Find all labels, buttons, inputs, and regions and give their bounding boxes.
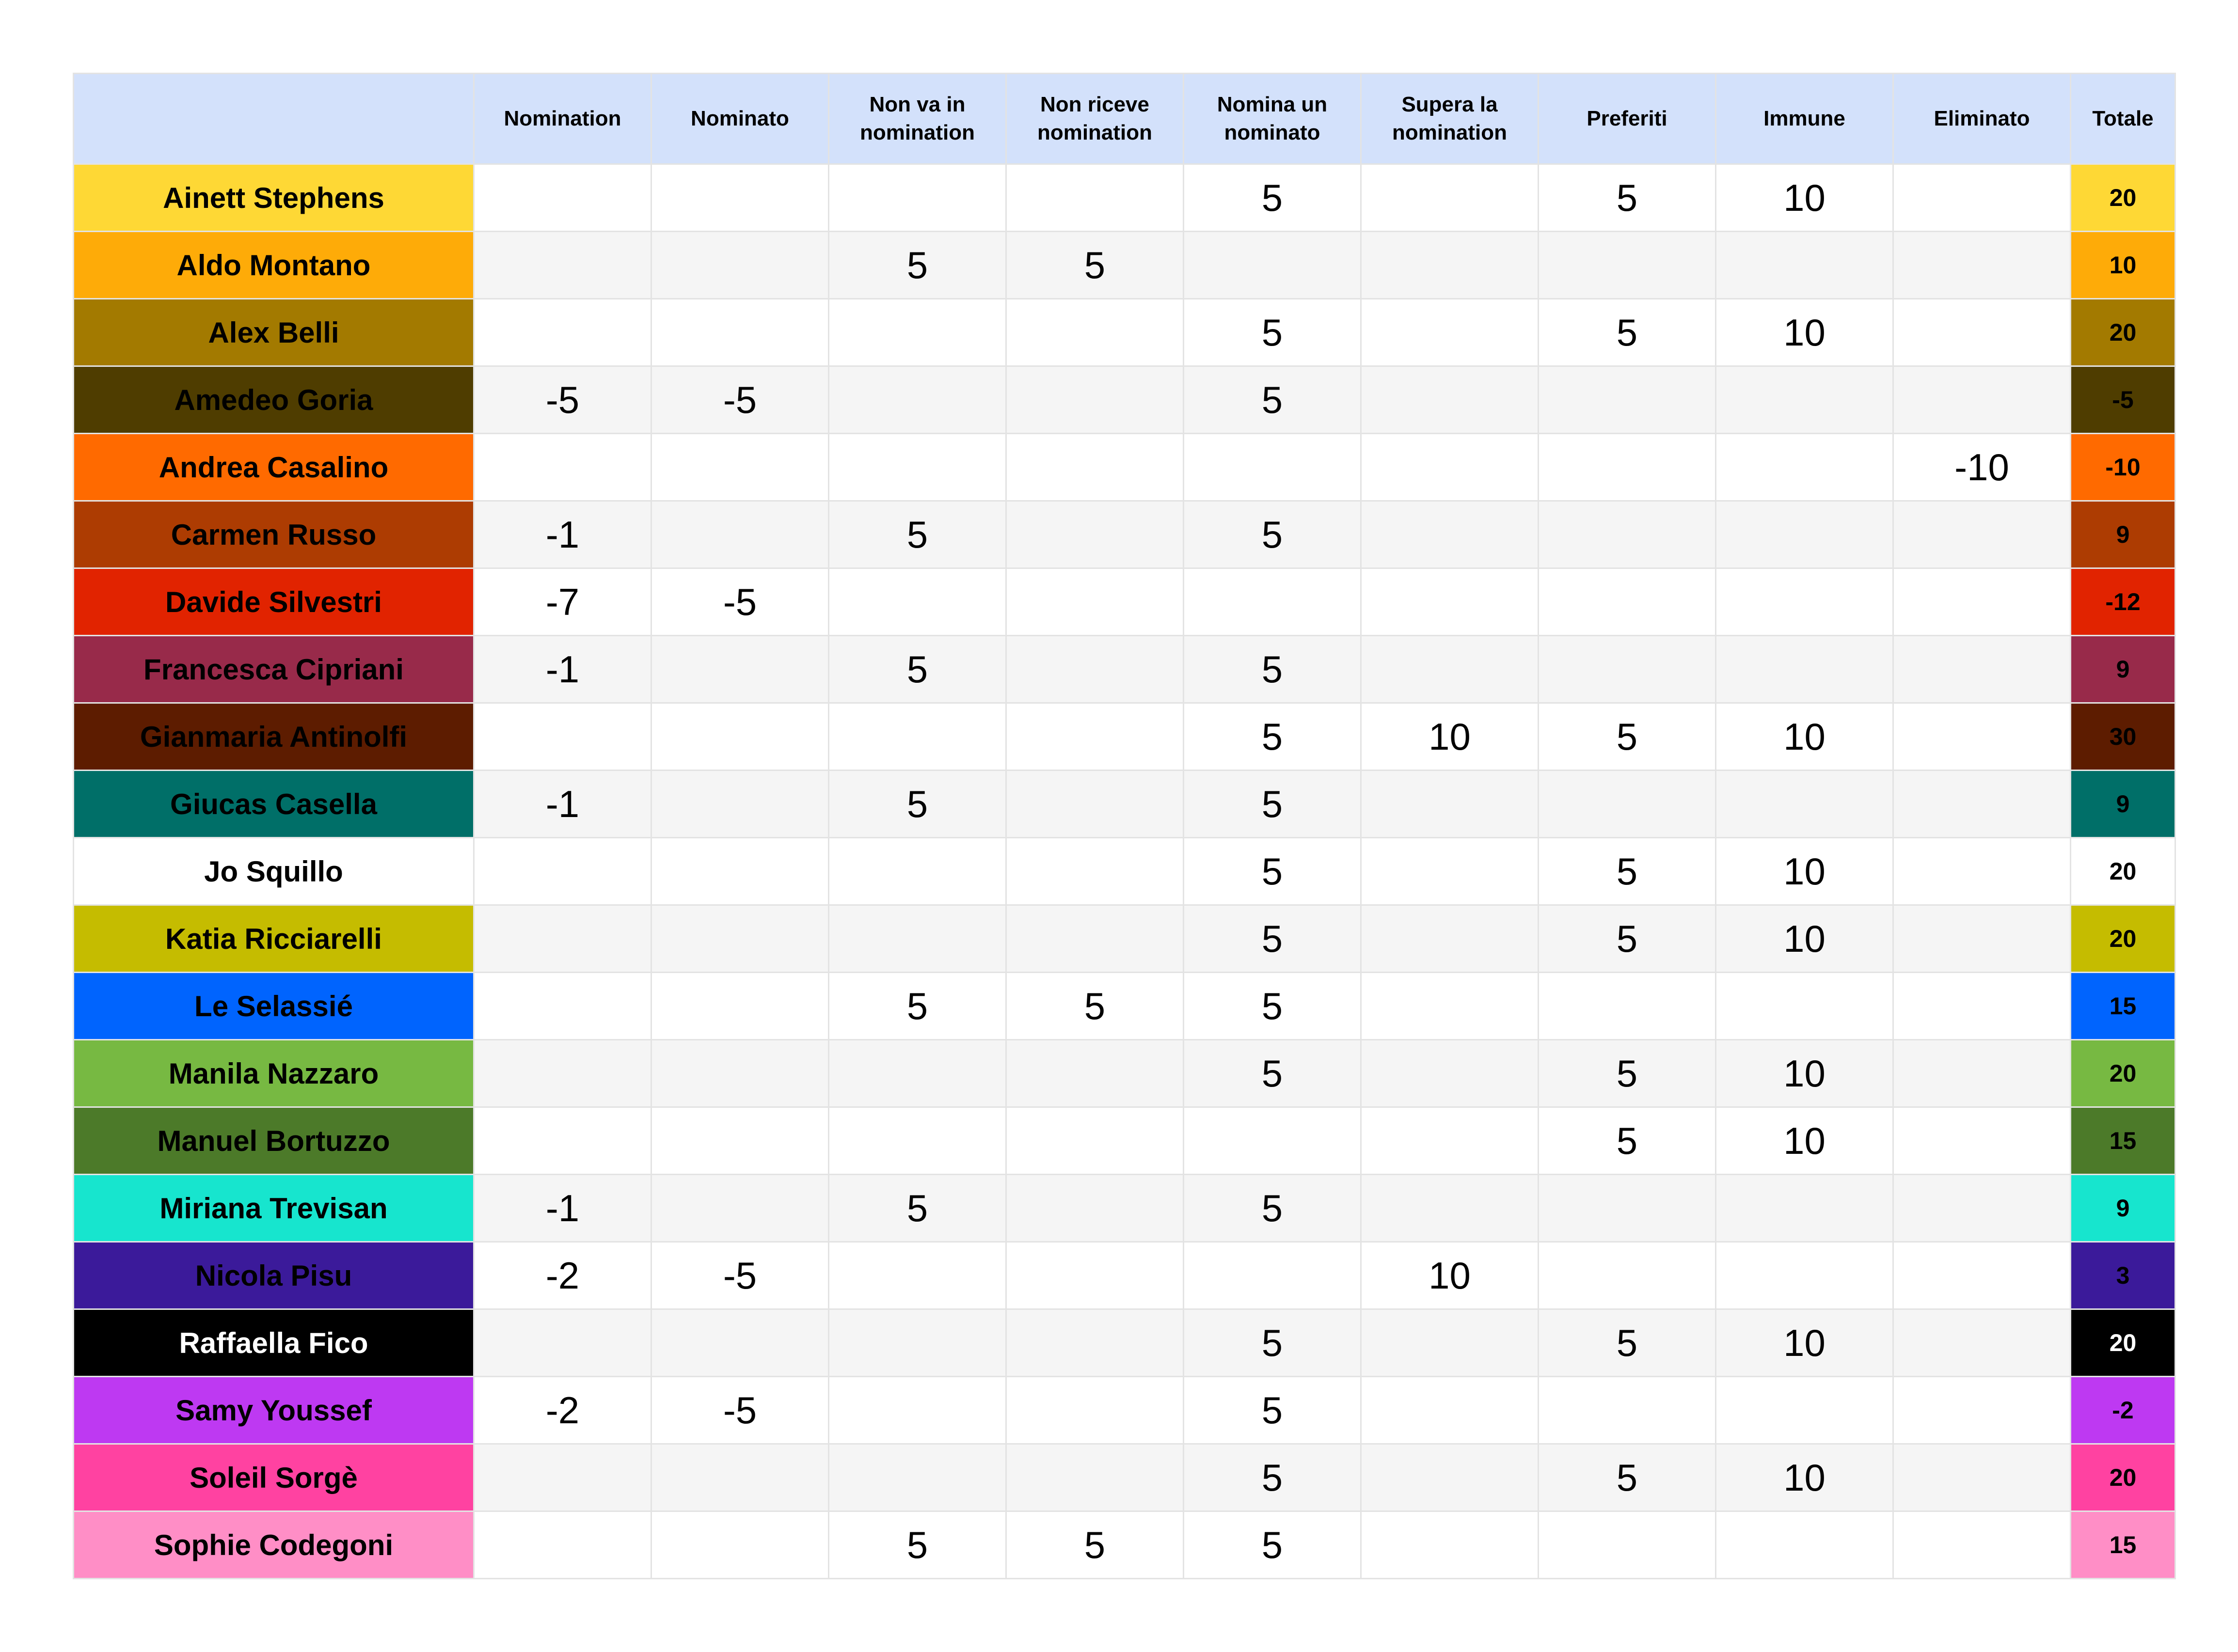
- score-cell: [829, 1309, 1006, 1377]
- score-cell: [829, 299, 1006, 366]
- score-cell: [651, 1107, 829, 1175]
- score-cell: [474, 434, 651, 501]
- score-cell: 5: [1184, 366, 1361, 434]
- score-cell: [1006, 1175, 1184, 1242]
- score-cell: [829, 434, 1006, 501]
- score-cell: [1184, 1107, 1361, 1175]
- contestant-name: Aldo Montano: [74, 232, 474, 299]
- contestant-name: Manuel Bortuzzo: [74, 1107, 474, 1175]
- score-cell: [1893, 636, 2071, 703]
- score-cell: 5: [1184, 838, 1361, 905]
- score-cell: [474, 838, 651, 905]
- score-cell: -2: [474, 1377, 651, 1444]
- score-cell: [1893, 568, 2071, 636]
- score-cell: [651, 501, 829, 568]
- score-cell: [1361, 501, 1539, 568]
- score-cell: [1006, 1242, 1184, 1309]
- score-cell: [829, 1444, 1006, 1511]
- contestant-name: Francesca Cipriani: [74, 636, 474, 703]
- score-cell: [1539, 1175, 1716, 1242]
- score-cell: [829, 1242, 1006, 1309]
- score-cell: [1361, 366, 1539, 434]
- score-cell: [1361, 771, 1539, 838]
- score-cell: [1716, 636, 1893, 703]
- score-cell: [474, 1040, 651, 1107]
- score-cell: -5: [651, 568, 829, 636]
- total-cell: 15: [2071, 973, 2175, 1040]
- total-cell: 20: [2071, 838, 2175, 905]
- table-row: [74, 501, 2175, 568]
- contestant-name: Soleil Sorgè: [74, 1444, 474, 1511]
- table-row: [74, 1040, 2175, 1107]
- score-cell: [1716, 1242, 1893, 1309]
- total-cell: -2: [2071, 1377, 2175, 1444]
- contestant-name: Raffaella Fico: [74, 1309, 474, 1377]
- table-row: [74, 366, 2175, 434]
- score-cell: 10: [1716, 299, 1893, 366]
- score-cell: -5: [651, 1377, 829, 1444]
- score-cell: -5: [474, 366, 651, 434]
- total-cell: 15: [2071, 1107, 2175, 1175]
- score-cell: [651, 1511, 829, 1579]
- score-cell: 5: [1539, 838, 1716, 905]
- score-cell: [474, 703, 651, 771]
- total-cell: -12: [2071, 568, 2175, 636]
- score-cell: 5: [1184, 164, 1361, 232]
- score-cell: [1893, 299, 2071, 366]
- score-cell: [1716, 568, 1893, 636]
- total-cell: 20: [2071, 905, 2175, 973]
- table-row: [74, 434, 2175, 501]
- score-cell: 10: [1716, 838, 1893, 905]
- score-cell: [829, 905, 1006, 973]
- column-header: Nomination: [474, 74, 651, 164]
- score-cell: [1893, 838, 2071, 905]
- score-table: [73, 73, 2176, 1579]
- score-cell: [651, 838, 829, 905]
- table-row: [74, 703, 2175, 771]
- score-cell: [651, 232, 829, 299]
- total-cell: -10: [2071, 434, 2175, 501]
- score-cell: [1893, 366, 2071, 434]
- score-cell: [1184, 434, 1361, 501]
- score-cell: 5: [1539, 164, 1716, 232]
- score-cell: [1893, 1040, 2071, 1107]
- score-cell: 5: [1184, 771, 1361, 838]
- column-header: Preferiti: [1539, 74, 1716, 164]
- score-cell: -2: [474, 1242, 651, 1309]
- table-row: [74, 1444, 2175, 1511]
- score-cell: 5: [829, 771, 1006, 838]
- contestant-name: Samy Youssef: [74, 1377, 474, 1444]
- total-cell: 20: [2071, 1444, 2175, 1511]
- score-cell: [1716, 366, 1893, 434]
- score-cell: 5: [1539, 703, 1716, 771]
- score-cell: 5: [1184, 1309, 1361, 1377]
- table-row: [74, 1309, 2175, 1377]
- score-cell: 10: [1716, 703, 1893, 771]
- score-cell: 5: [1184, 1175, 1361, 1242]
- score-cell: 10: [1716, 1309, 1893, 1377]
- contestant-name: Miriana Trevisan: [74, 1175, 474, 1242]
- score-cell: [1006, 1309, 1184, 1377]
- total-cell: 10: [2071, 232, 2175, 299]
- table-row: [74, 1242, 2175, 1309]
- contestant-name: Nicola Pisu: [74, 1242, 474, 1309]
- score-cell: [1361, 568, 1539, 636]
- score-cell: [1893, 1242, 2071, 1309]
- contestant-name: Jo Squillo: [74, 838, 474, 905]
- score-cell: [474, 973, 651, 1040]
- score-cell: 5: [1539, 1309, 1716, 1377]
- score-cell: [1893, 164, 2071, 232]
- score-cell: [474, 1107, 651, 1175]
- table-row: [74, 771, 2175, 838]
- contestant-name: Carmen Russo: [74, 501, 474, 568]
- score-cell: [1006, 1444, 1184, 1511]
- contestant-name: Andrea Casalino: [74, 434, 474, 501]
- score-cell: [651, 973, 829, 1040]
- column-header: Nominato: [651, 74, 829, 164]
- column-header: Non riceve nomination: [1006, 74, 1184, 164]
- table-row: [74, 838, 2175, 905]
- score-cell: [829, 1377, 1006, 1444]
- total-cell: 9: [2071, 1175, 2175, 1242]
- contestant-name: Ainett Stephens: [74, 164, 474, 232]
- score-cell: 5: [1184, 905, 1361, 973]
- score-cell: [1893, 1175, 2071, 1242]
- table-row: [74, 973, 2175, 1040]
- score-cell: 5: [1539, 299, 1716, 366]
- contestant-name: Katia Ricciarelli: [74, 905, 474, 973]
- total-cell: 20: [2071, 1309, 2175, 1377]
- score-cell: [1361, 1175, 1539, 1242]
- table-row: [74, 1511, 2175, 1579]
- column-header: Non va in nomination: [829, 74, 1006, 164]
- score-cell: [1006, 568, 1184, 636]
- table-row: [74, 1175, 2175, 1242]
- score-cell: -1: [474, 1175, 651, 1242]
- score-cell: 5: [1184, 501, 1361, 568]
- score-cell: [1716, 1511, 1893, 1579]
- score-cell: [1539, 1511, 1716, 1579]
- total-cell: 9: [2071, 636, 2175, 703]
- score-cell: [651, 1175, 829, 1242]
- contestant-name: Davide Silvestri: [74, 568, 474, 636]
- score-cell: 10: [1716, 905, 1893, 973]
- contestant-name: Sophie Codegoni: [74, 1511, 474, 1579]
- score-cell: [1361, 1511, 1539, 1579]
- score-cell: [1539, 501, 1716, 568]
- score-cell: [651, 164, 829, 232]
- column-header: Totale: [2071, 74, 2175, 164]
- score-cell: 5: [1539, 905, 1716, 973]
- score-cell: 5: [1184, 973, 1361, 1040]
- score-cell: 10: [1361, 1242, 1539, 1309]
- score-cell: [1006, 636, 1184, 703]
- score-cell: [1006, 164, 1184, 232]
- score-cell: [651, 703, 829, 771]
- score-cell: 5: [1184, 1444, 1361, 1511]
- score-cell: [1539, 366, 1716, 434]
- score-cell: 5: [1006, 973, 1184, 1040]
- score-cell: [651, 1444, 829, 1511]
- score-cell: 5: [1539, 1444, 1716, 1511]
- score-cell: [1361, 1444, 1539, 1511]
- contestant-name: Manila Nazzaro: [74, 1040, 474, 1107]
- score-cell: [829, 164, 1006, 232]
- score-cell: [1893, 232, 2071, 299]
- contestant-name: Gianmaria Antinolfi: [74, 703, 474, 771]
- score-cell: -7: [474, 568, 651, 636]
- score-cell: 10: [1361, 703, 1539, 771]
- score-cell: [829, 366, 1006, 434]
- score-cell: [1539, 1242, 1716, 1309]
- score-cell: [1006, 1377, 1184, 1444]
- score-cell: [1539, 1377, 1716, 1444]
- score-cell: [1361, 973, 1539, 1040]
- table-row: [74, 905, 2175, 973]
- score-cell: [1006, 1107, 1184, 1175]
- score-cell: 10: [1716, 1040, 1893, 1107]
- score-cell: [1716, 771, 1893, 838]
- table-row: [74, 568, 2175, 636]
- score-cell: [1184, 232, 1361, 299]
- score-cell: [1893, 973, 2071, 1040]
- table-row: [74, 636, 2175, 703]
- score-cell: [474, 1444, 651, 1511]
- score-cell: [829, 568, 1006, 636]
- table-row: [74, 1107, 2175, 1175]
- score-cell: [829, 703, 1006, 771]
- score-cell: [1361, 1107, 1539, 1175]
- score-cell: [1893, 771, 2071, 838]
- score-cell: 5: [829, 1511, 1006, 1579]
- score-cell: [1361, 1309, 1539, 1377]
- score-cell: -5: [651, 1242, 829, 1309]
- score-cell: [1893, 703, 2071, 771]
- column-header: Eliminato: [1893, 74, 2071, 164]
- total-cell: -5: [2071, 366, 2175, 434]
- score-cell: 5: [1006, 232, 1184, 299]
- score-cell: [474, 299, 651, 366]
- column-header: Supera la nomination: [1361, 74, 1539, 164]
- score-cell: [474, 1309, 651, 1377]
- score-cell: [1006, 905, 1184, 973]
- contestant-name: Giucas Casella: [74, 771, 474, 838]
- score-cell: [651, 905, 829, 973]
- score-cell: 5: [1539, 1040, 1716, 1107]
- score-cell: [1539, 568, 1716, 636]
- table-body: [74, 164, 2175, 1579]
- score-cell: 5: [1184, 1377, 1361, 1444]
- score-cell: -1: [474, 636, 651, 703]
- score-cell: 10: [1716, 164, 1893, 232]
- score-cell: [1006, 299, 1184, 366]
- table-row: [74, 164, 2175, 232]
- score-cell: 5: [829, 501, 1006, 568]
- score-cell: [829, 838, 1006, 905]
- total-cell: 15: [2071, 1511, 2175, 1579]
- score-cell: [1006, 838, 1184, 905]
- total-cell: 9: [2071, 501, 2175, 568]
- score-cell: 10: [1716, 1444, 1893, 1511]
- score-cell: 5: [1184, 299, 1361, 366]
- score-cell: [1539, 771, 1716, 838]
- score-cell: [1539, 636, 1716, 703]
- score-cell: [1539, 232, 1716, 299]
- score-cell: [1361, 905, 1539, 973]
- total-cell: 20: [2071, 1040, 2175, 1107]
- score-cell: 5: [1184, 1040, 1361, 1107]
- score-cell: [829, 1107, 1006, 1175]
- score-cell: [651, 636, 829, 703]
- score-cell: [1361, 434, 1539, 501]
- score-cell: [1361, 232, 1539, 299]
- score-cell: 5: [1184, 636, 1361, 703]
- score-cell: [1361, 164, 1539, 232]
- score-cell: [1893, 501, 2071, 568]
- table-row: [74, 1377, 2175, 1444]
- score-cell: [1361, 299, 1539, 366]
- score-cell: [474, 1511, 651, 1579]
- score-cell: 5: [829, 636, 1006, 703]
- total-cell: 9: [2071, 771, 2175, 838]
- score-cell: [1006, 434, 1184, 501]
- score-cell: [474, 164, 651, 232]
- score-cell: [829, 1040, 1006, 1107]
- score-cell: [1716, 501, 1893, 568]
- score-cell: [1006, 703, 1184, 771]
- score-cell: [1893, 1309, 2071, 1377]
- score-cell: 5: [829, 1175, 1006, 1242]
- header-row: [74, 74, 2175, 164]
- total-cell: 20: [2071, 164, 2175, 232]
- score-cell: [1006, 771, 1184, 838]
- score-cell: [1361, 636, 1539, 703]
- score-cell: [651, 434, 829, 501]
- score-cell: [1716, 973, 1893, 1040]
- score-cell: [1006, 366, 1184, 434]
- score-cell: [1893, 905, 2071, 973]
- score-cell: [651, 299, 829, 366]
- score-cell: [651, 1040, 829, 1107]
- table-row: [74, 232, 2175, 299]
- score-cell: 5: [1539, 1107, 1716, 1175]
- score-cell: -10: [1893, 434, 2071, 501]
- score-cell: [1184, 1242, 1361, 1309]
- score-cell: [1716, 1175, 1893, 1242]
- score-cell: 5: [1184, 1511, 1361, 1579]
- score-cell: 5: [1184, 703, 1361, 771]
- total-cell: 30: [2071, 703, 2175, 771]
- score-cell: 5: [1006, 1511, 1184, 1579]
- score-cell: [474, 905, 651, 973]
- score-cell: [1893, 1377, 2071, 1444]
- score-cell: [1006, 1040, 1184, 1107]
- contestant-name: Amedeo Goria: [74, 366, 474, 434]
- score-cell: [1184, 568, 1361, 636]
- score-cell: 5: [829, 973, 1006, 1040]
- table-row: [74, 299, 2175, 366]
- score-cell: [1361, 838, 1539, 905]
- total-cell: 20: [2071, 299, 2175, 366]
- score-cell: -5: [651, 366, 829, 434]
- score-cell: [1716, 232, 1893, 299]
- score-cell: [1716, 434, 1893, 501]
- score-cell: -1: [474, 501, 651, 568]
- score-cell: [1006, 501, 1184, 568]
- score-cell: 5: [829, 232, 1006, 299]
- column-header: Nomina un nominato: [1184, 74, 1361, 164]
- column-header: Immune: [1716, 74, 1893, 164]
- score-cell: [474, 232, 651, 299]
- score-cell: [651, 771, 829, 838]
- score-cell: [1893, 1444, 2071, 1511]
- score-cell: [1361, 1040, 1539, 1107]
- score-cell: [1539, 434, 1716, 501]
- score-cell: -1: [474, 771, 651, 838]
- header-cell-blank: [74, 74, 474, 164]
- total-cell: 3: [2071, 1242, 2175, 1309]
- score-cell: [1893, 1107, 2071, 1175]
- score-cell: [651, 1309, 829, 1377]
- score-cell: [1361, 1377, 1539, 1444]
- score-cell: 10: [1716, 1107, 1893, 1175]
- score-cell: [1716, 1377, 1893, 1444]
- contestant-name: Le Selassié: [74, 973, 474, 1040]
- contestant-name: Alex Belli: [74, 299, 474, 366]
- score-cell: [1893, 1511, 2071, 1579]
- score-cell: [1539, 973, 1716, 1040]
